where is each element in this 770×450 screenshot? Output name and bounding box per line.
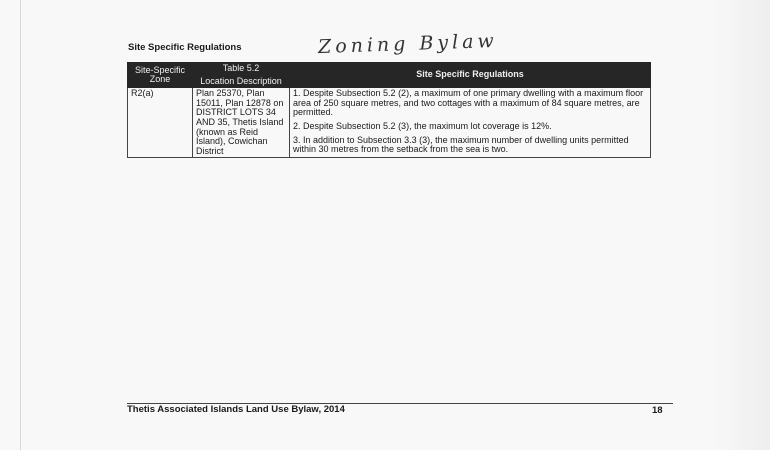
table-row bbox=[128, 88, 651, 158]
table-caption: Table 5.2 bbox=[193, 63, 290, 76]
header-location: Location Description bbox=[193, 75, 290, 88]
regulations-table bbox=[127, 62, 651, 158]
section-heading: Site Specific Regulations bbox=[128, 42, 242, 53]
regulations-cell bbox=[290, 88, 651, 158]
regulation-item: 3. In addition to Subsection 3.3 (3), the maximum number of dwelling units permitted within 30 metres from the setback from the sea is two. bbox=[293, 134, 629, 155]
regulation-item: 2. Despite Subsection 5.2 (3), the maximum lot coverage is 12%. bbox=[293, 120, 552, 131]
location-cell: Plan 25370, Plan 15011, Plan 12878 on DISTRICT LOTS 34 AND 35, Thetis Island (known as Reid Island), Cowichan District bbox=[193, 88, 290, 158]
handwritten-annotation: Zoning Bylaw bbox=[317, 29, 499, 59]
zone-cell: R2(a) bbox=[128, 88, 193, 158]
header-zone: Site-Specific Zone bbox=[128, 63, 193, 88]
page-number: 18 bbox=[652, 405, 663, 416]
footer-title: Thetis Associated Islands Land Use Bylaw, 2014 bbox=[127, 404, 345, 415]
scan-shadow bbox=[710, 0, 770, 450]
regulation-item: 1. Despite Subsection 5.2 (2), a maximum of one primary dwelling with a maximum floor area of 250 square metres, and two cottages with a maximum of 84 square metres, are permitted. bbox=[293, 88, 644, 118]
page-edge bbox=[20, 0, 21, 450]
header-regulations: Site Specific Regulations bbox=[290, 63, 651, 88]
